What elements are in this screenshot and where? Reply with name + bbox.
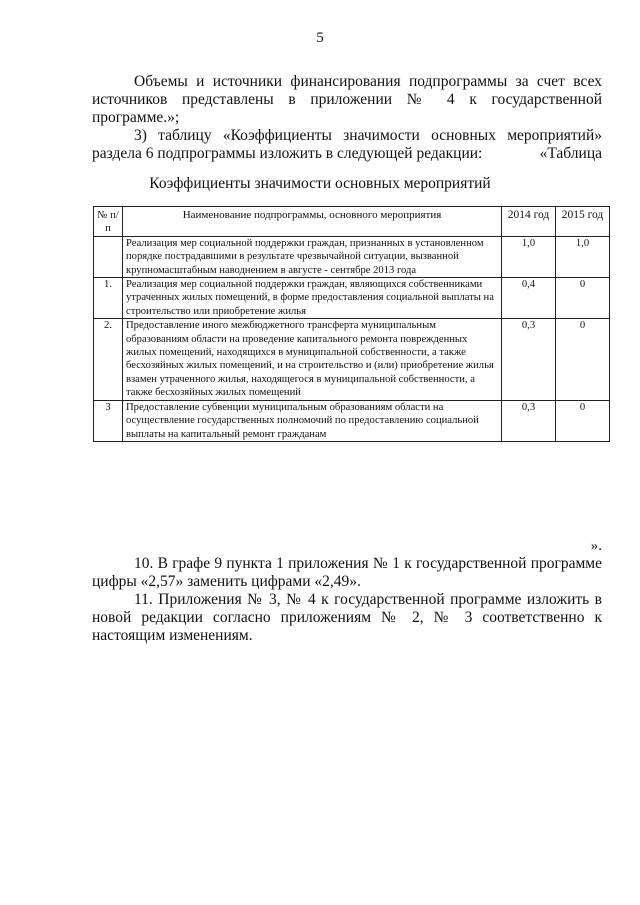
row-number: 2. (94, 319, 123, 400)
header-num: № п/п (94, 207, 123, 237)
row-value-2014: 1,0 (502, 236, 556, 277)
row-value-2015: 1,0 (556, 236, 610, 277)
header-name: Наименование подпрограммы, основного мероприятия (123, 207, 502, 237)
row-name: Реализация мер социальной поддержки граждан, признанных в установленном порядке пострадавшими в результате чрезвычайной ситуации, вызванной крупномасштабным наводнением в августе - сентябре 2013 года (123, 236, 502, 277)
body-section (92, 555, 602, 645)
table-header-row (94, 207, 610, 237)
row-name: Предоставление иного межбюджетного трансферта муниципальным образованиям области на проведение капитального ремонта поврежденных жилых помещений, находящихся в муниципальной собственности, а также бесхозяйных жилых помещений, и на строительство и (или) приобретение жилья взамен утраченного жилья, находящегося в муниципальной собственности, а также бесхозяйных жилых помещений (123, 319, 502, 400)
intro-paragraph-table-replace: 3) таблицу «Коэффициенты значимости основных мероприятий» раздела 6 подпрограммы изложить в следующей редакции: (92, 127, 602, 162)
table-row (94, 319, 610, 400)
table-caption-label: «Таблица (539, 145, 602, 162)
row-value-2015: 0 (556, 400, 610, 441)
table-row (94, 400, 610, 441)
row-value-2014: 0,3 (502, 400, 556, 441)
header-year-2014: 2014 год (502, 207, 556, 237)
row-value-2015: 0 (556, 319, 610, 400)
coefficients-table (93, 206, 610, 442)
table-title: Коэффициенты значимости основных мероприятий (149, 175, 491, 192)
row-number: 3 (94, 400, 123, 441)
page-number: 5 (316, 30, 324, 46)
table-row (94, 236, 610, 277)
row-name: Реализация мер социальной поддержки граждан, являющихся собственниками утраченных жилых помещений, в форме предоставления социальной выплаты на строительство или приобретение жилья (123, 278, 502, 319)
intro-paragraph-financing: Объемы и источники финансирования подпрограммы за счет всех источников представлены в приложении № 4 к государственной программе.»; (92, 73, 602, 126)
paragraph-11: 11. Приложения № 3, № 4 к государственной программе изложить в новой редакции согласно приложениям № 2, № 3 соответственно к настоящим изменениям. (92, 591, 602, 644)
row-number (94, 236, 123, 277)
closing-quote-mark: ». (590, 538, 602, 554)
table-row (94, 278, 610, 319)
row-number: 1. (94, 278, 123, 319)
intro-section (92, 73, 602, 163)
row-value-2014: 0,4 (502, 278, 556, 319)
row-value-2014: 0,3 (502, 319, 556, 400)
row-name: Предоставление субвенции муниципальным образованиям области на осуществление государственных полномочий по предоставлению социальной выплаты на капитальный ремонт гражданам (123, 400, 502, 441)
row-value-2015: 0 (556, 278, 610, 319)
header-year-2015: 2015 год (556, 207, 610, 237)
paragraph-10: 10. В графе 9 пункта 1 приложения № 1 к государственной программе цифры «2,57» заменить цифрами «2,49». (92, 555, 602, 590)
